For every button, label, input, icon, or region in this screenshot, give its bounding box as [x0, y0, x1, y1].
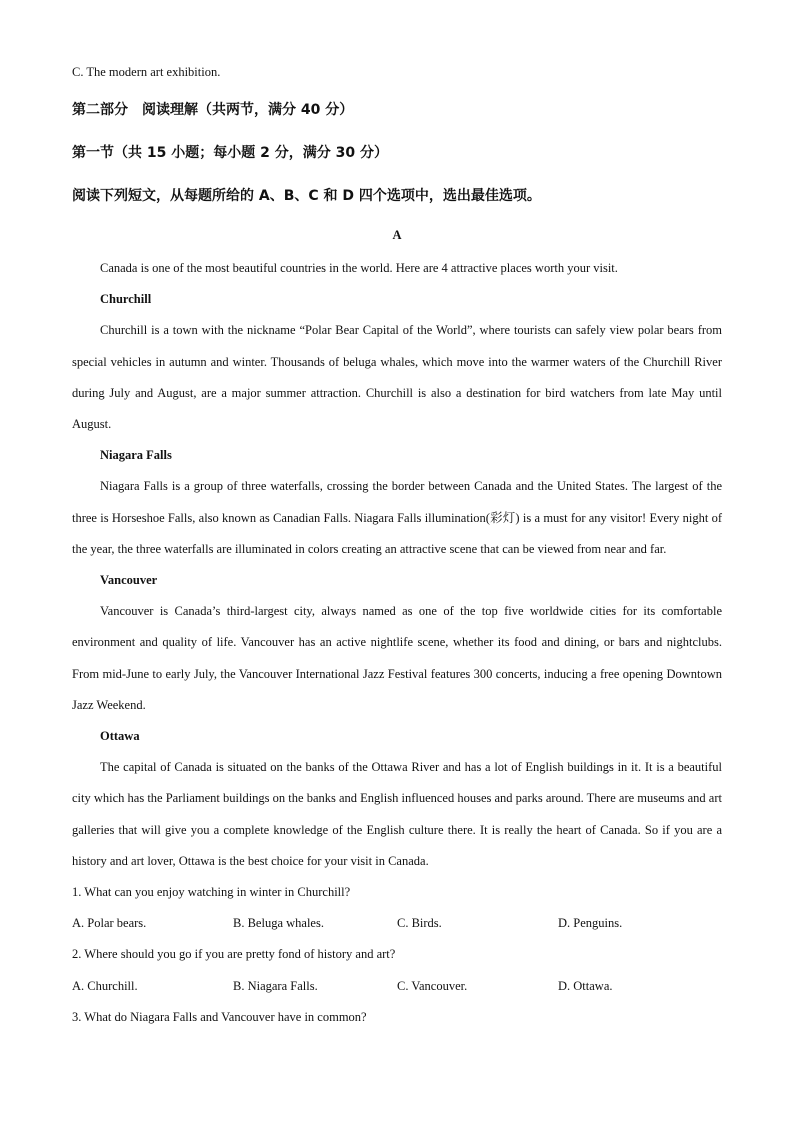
option-b: B. Beluga whales.: [233, 916, 324, 931]
section-header-part2: 第二部分 阅读理解（共两节，满分 40 分）: [72, 102, 354, 118]
option-a: A. Churchill.: [72, 978, 138, 993]
place-heading: Churchill: [100, 292, 152, 307]
place-heading: Niagara Falls: [100, 448, 172, 463]
option-b: B. Niagara Falls.: [233, 978, 318, 993]
passage-label: A: [392, 228, 402, 242]
place-paragraph: The capital of Canada is situated on the banks of the Ottawa River and has a lot of English buildings in it. It is a beautiful city which has the Parliament buildings on the banks and English influenced houses and parks around. There are museums and art galleries that will give you a complete knowledge of the English culture there. It is really the heart of Canada. So if you are a history and art lover, Ottawa is the best choice for your visit in Canada.: [72, 760, 722, 868]
previous-option: C. The modern art exhibition.: [72, 65, 221, 79]
question-stem: 2. Where should you go if you are pretty fond of history and art?: [72, 947, 396, 962]
place-heading: Ottawa: [100, 729, 140, 744]
place-paragraph: Churchill is a town with the nickname “Polar Bear Capital of the World”, where tourists can safely view polar bears from special vehicles in autumn and winter. Thousands of beluga whales, which move into the warmer waters of the Churchill River during July and August, are a major summer attraction. Churchill is also a destination for bird watchers from late May until August.: [72, 323, 722, 432]
passage-intro: Canada is one of the most beautiful countries in the world. Here are 4 attractive places worth your visit.: [100, 261, 618, 275]
place-paragraph: Niagara Falls is a group of three waterfalls, crossing the border between Canada and the United States. The largest of the three is Horseshoe Falls, also known as Canadian Falls. Niagara Falls illumination(彩灯) is a must for any visitor! Every night of the year, the three waterfalls are illuminated in colors creating an attractive scene that can be viewed from near and far.: [72, 479, 722, 556]
exam-page: [72, 62, 722, 1033]
place-paragraph: Vancouver is Canada’s third-largest city, always named as one of the top five worldwide cities for its comfortable environment and quality of life. Vancouver has an active nightlife scene, whether its food and dining, or bars and nightclubs. From mid-June to early July, the Vancouver International Jazz Festival features 300 concerts, inducing a free opening Downtown Jazz Weekend.: [72, 604, 722, 712]
question-options: [72, 971, 722, 1002]
instructions: 阅读下列短文，从每题所给的 A、B、C 和 D 四个选项中，选出最佳选项。: [72, 188, 541, 204]
option-c: C. Vancouver.: [397, 978, 468, 993]
option-a: A. Polar bears.: [72, 916, 147, 931]
section-header-subsection1: 第一节（共 15 小题；每小题 2 分，满分 30 分）: [72, 145, 388, 161]
question-stem: 3. What do Niagara Falls and Vancouver have in common?: [72, 1009, 367, 1024]
question-stem: 1. What can you enjoy watching in winter in Churchill?: [72, 885, 351, 900]
option-d: D. Penguins.: [558, 916, 623, 931]
option-d: D. Ottawa.: [558, 978, 613, 993]
question-options: [72, 908, 722, 939]
option-c: C. Birds.: [397, 916, 442, 931]
place-heading: Vancouver: [100, 573, 158, 588]
